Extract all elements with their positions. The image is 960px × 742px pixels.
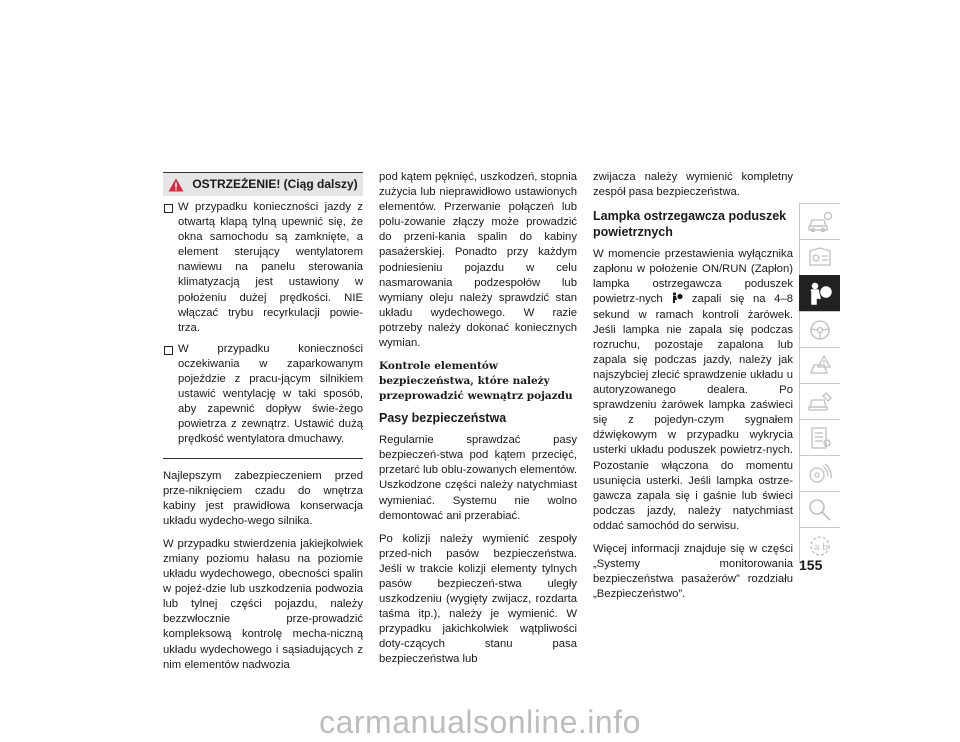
language-index-icon	[806, 533, 834, 559]
tab-steering-wheel[interactable]	[799, 311, 840, 347]
column-left	[163, 172, 363, 681]
chapter-tabs	[799, 203, 840, 563]
multimedia-icon	[806, 461, 834, 487]
warning-title: OSTRZEŻENIE! (Ciąg dalszy)	[192, 176, 358, 191]
emergency-car-icon	[806, 353, 834, 379]
warning-triangle-icon	[168, 178, 184, 192]
checkbox-bullet-icon	[164, 204, 173, 213]
paragraph: Więcej informacji znajduje się w części „Systemy monitorowania bezpieczeństwa pasażerów” rozdziału „Bezpieczeństwo”.	[593, 542, 793, 601]
tab-car-service[interactable]	[799, 383, 840, 419]
paragraph-text: zapali się na 4–8 sekund w ramach kontroli żarówek. Jeśli lampka nie zapala się podczas rozruchu, pozostaje zapalona lub zapala się podczas jazdy, należy jak najszybciej zlecić sprawdzenie układu u autoryzowanego dealera. Po sprawdzeniu żarówek lampka zaświeci się z pojedyn-czym sygnałem dźwiękowym w przypadku wykrycia usterki układu poduszek powietrz-nych. Pozostanie włączona do momentu usunięcia usterki. Jeśli lampka ostrze-gawcza zapala się i gaśnie lub świeci podczas jazdy, należy natychmiast oddać samochód do serwisu.	[593, 293, 794, 532]
airbag-safety-icon	[806, 281, 834, 307]
paragraph: Najlepszym zabezpieczeniem przed prze-niknięciem czadu do wnętrza kabiny jest prawidłowa konserwacja układu wydecho-wego silnika.	[163, 469, 363, 527]
paragraph: zwijacza należy wymienić kompletny zespół pasa bezpieczeństwa.	[593, 171, 793, 199]
tab-airbag-safety[interactable]	[799, 275, 840, 311]
paragraph: Regularnie sprawdzać pasy bezpieczeń-stwa pod kątem przecięć, przetarć lub oblu-zowanych elementów. Uszkodzone części należy natychmiast wymieniać. Systemu nie wolno demontować ani przerabiać.	[379, 434, 577, 522]
paragraph: W przypadku stwierdzenia jakiejkolwiek zmiany poziomu hałasu na poziomie układu wydechowego, obecności spalin w pojeź-dzie lub uszkodzenia podwozia lub tylnej części pojazdu, należy bezzwłocznie prze-prowadzić kompleksową kontrolę mecha-niczną układu wydechowego i sąsiadujących z nim elementów nadwozia	[163, 537, 363, 671]
warning-box	[163, 172, 363, 459]
tab-specifications[interactable]	[799, 419, 840, 455]
search-icon	[806, 497, 834, 523]
paragraph: Po kolizji należy wymienić zespoły przed-nich pasów bezpieczeństwa. Jeśli w trakcie kolizji elementy tylnych pasów bezpieczeń-stwa uległy uszkodzeniu (wygięty zwijacz, rozdarta taśma itp.), należy je wymienić. W przypadku jakichkolwiek wątpliwości doty-czących stanu pasa bezpieczeństwa lub	[379, 532, 577, 666]
warning-item-text: W przypadku konieczności oczekiwania w zaparkowanym pojeździe z pracu-jącym silnikiem ustawić wentylację w taki sposób, aby zapewnić dopływ świe-żego powietrza z zewnątrz. Ustawić dużą prędkość wentylatora dmuchawy.	[178, 342, 363, 446]
specifications-list-icon	[806, 425, 834, 451]
svg-text:a b: a b	[814, 542, 829, 553]
section-heading: Lampka ostrzegawcza poduszek powietrznych	[593, 209, 787, 240]
steering-wheel-icon	[806, 317, 834, 343]
tab-multimedia[interactable]	[799, 455, 840, 491]
column-right	[593, 170, 793, 610]
warning-header	[163, 173, 363, 196]
warning-item	[163, 342, 363, 448]
page-number: 155	[799, 557, 823, 573]
car-info-icon	[806, 209, 834, 235]
paragraph-text: W momencie przestawienia wyłącznika zapłonu w położenie ON/RUN (Zapłon) lampka ostrzegawcza poduszek powietrz-nych	[593, 248, 793, 306]
dashboard-lights-icon	[806, 245, 834, 271]
tab-emergency[interactable]	[799, 347, 840, 383]
checkbox-bullet-icon	[164, 346, 173, 355]
watermark: carmanualsonline.info	[319, 704, 641, 740]
warning-item	[163, 200, 363, 336]
warning-item-text: W przypadku konieczności jazdy z otwartą klapą tylną upewnić się, że okna samochodu są zamknięte, a element sterujący wentylatorem nawiewu na panelu sterowania klimatyzacją jest ustawiony w położeniu dużej prędkości. NIE włączać trybu recyrkulacji powie-trza.	[178, 201, 363, 334]
airbag-warning-icon	[671, 292, 683, 304]
tab-search[interactable]	[799, 491, 840, 527]
car-service-icon	[806, 389, 834, 415]
column-middle	[379, 170, 577, 676]
paragraph	[593, 247, 793, 534]
paragraph: pod kątem pęknięć, uszkodzeń, stopnia zużycia lub nieprawidłowo ustawionych elementów. Przerwanie połączeń lub polu-zowanie złączy może prowadzić do przeni-kania spalin do kabiny pasażerskiej. Ponadto przy każdym podniesieniu pojazdu w celu nasmarowania podzespołów lub wymiany oleju należy sprawdzić stan układu wydechowego. W razie potrzeby należy dokonać koniecznych wymian.	[379, 171, 577, 350]
subsection-heading: Kontrole elementów bezpieczeństwa, które należy przeprowadzić wewnątrz pojazdu	[379, 360, 573, 403]
tab-car-info[interactable]	[799, 203, 840, 239]
section-heading: Pasy bezpieczeństwa	[379, 411, 507, 426]
tab-dashboard-lights[interactable]	[799, 239, 840, 275]
